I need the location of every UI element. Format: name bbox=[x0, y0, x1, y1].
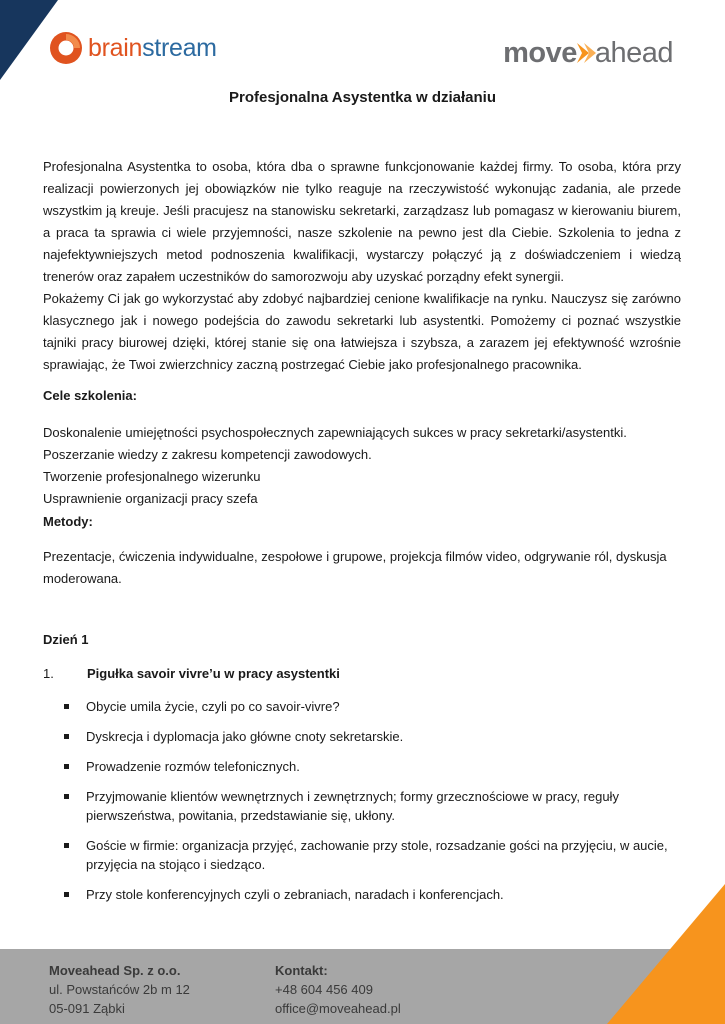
goal-item: Usprawnienie organizacji pracy szefa bbox=[43, 491, 258, 506]
list-item bbox=[64, 787, 684, 825]
footer-phone: +48 604 456 409 bbox=[275, 982, 373, 997]
list-item bbox=[64, 697, 684, 716]
intro-paragraph-2-block bbox=[43, 288, 681, 376]
list-item-text: Obycie umila życie, czyli po co savoir-vivre? bbox=[86, 699, 340, 714]
day-heading: Dzień 1 bbox=[43, 632, 89, 647]
list-item-text: Dyskrecja i dyplomacja jako główne cnoty sekretarskie. bbox=[86, 729, 404, 744]
footer-street: ul. Powstańców 2b m 12 bbox=[49, 982, 190, 997]
goals-heading: Cele szkolenia: bbox=[43, 388, 137, 403]
footer-email-link[interactable]: office@moveahead.pl bbox=[275, 1001, 401, 1016]
bullet-square-icon bbox=[64, 764, 69, 769]
footer-company-name: Moveahead Sp. z o.o. bbox=[49, 963, 181, 978]
footer-address bbox=[49, 961, 190, 1018]
list-item bbox=[64, 885, 684, 904]
methods-section bbox=[43, 511, 681, 590]
corner-decoration-bottom-right bbox=[607, 884, 725, 1024]
footer-contact bbox=[275, 961, 401, 1018]
list-item bbox=[64, 757, 684, 776]
numbered-section-title bbox=[43, 663, 683, 685]
list-item bbox=[64, 727, 684, 746]
list-item-text: Przyjmowanie klientów wewnętrznych i zewnętrznych; formy grzecznościowe w pracy, reguły pierwszeństwa, powitania, przedstawianie się, ukłony. bbox=[86, 789, 619, 823]
section-number: 1. bbox=[43, 666, 54, 681]
goal-item: Doskonalenie umiejętności psychospołecznych zapewniających sukces w pracy sekretarki/asystentki. bbox=[43, 425, 627, 440]
list-item-text: Goście w firmie: organizacja przyjęć, zachowanie przy stole, rozsadzanie gości na przyjęciu, w aucie, przyjęcia na stojąco i siedząco. bbox=[86, 838, 668, 872]
list-item-text: Przy stole konferencyjnych czyli o zebraniach, naradach i konferencjach. bbox=[86, 887, 504, 902]
bullet-square-icon bbox=[64, 704, 69, 709]
footer-contact-heading: Kontakt: bbox=[275, 963, 328, 978]
arrow-icon bbox=[575, 40, 597, 66]
day-section bbox=[43, 629, 681, 651]
brainstream-logo-text bbox=[88, 34, 217, 63]
bullet-square-icon bbox=[64, 892, 69, 897]
intro-paragraph: Pokażemy Ci jak go wykorzystać aby zdobyć najbardziej cenione kwalifikacje na rynku. Nauczysz się zarówno klasycznego jak i nowego podejścia do zawodu sekretarki lub asystentki. Pomożemy ci poznać wszystkie tajniki pracy biurowej dzięki, której stanie się ona łatwiejsza i szybsza, a zarazem jej efektywność wzrośnie sprawiając, że Twoi zwierzchnicy zaczną postrzegać Ciebie jako profesjonalnego pracownika. bbox=[43, 291, 681, 372]
goal-item: Poszerzanie wiedzy z zakresu kompetencji zawodowych. bbox=[43, 447, 372, 462]
bullet-square-icon bbox=[64, 734, 69, 739]
section-title: Pigułka savoir vivre’u w pracy asystentki bbox=[87, 666, 340, 681]
bullet-square-icon bbox=[64, 794, 69, 799]
bullet-square-icon bbox=[64, 843, 69, 848]
brainstream-logo-text-a: brain bbox=[88, 33, 143, 62]
list-item-text: Prowadzenie rozmów telefonicznych. bbox=[86, 759, 300, 774]
list-item bbox=[64, 836, 684, 874]
moveahead-logo-text-b: ahead bbox=[594, 36, 673, 69]
intro-paragraph-1-block bbox=[43, 156, 681, 288]
methods-heading: Metody: bbox=[43, 514, 93, 529]
brainstream-logo-text-b: stream bbox=[142, 33, 217, 62]
brainstream-logo bbox=[48, 28, 217, 68]
methods-text: Prezentacje, ćwiczenia indywidualne, zespołowe i grupowe, projekcja filmów video, odgrywanie ról, dyskusja moderowana. bbox=[43, 549, 667, 586]
document-title: Profesjonalna Asystentka w działaniu bbox=[228, 89, 497, 106]
footer-city: 05-091 Ząbki bbox=[49, 1001, 125, 1016]
bullet-list bbox=[64, 697, 684, 915]
brainstream-logo-icon bbox=[48, 30, 84, 66]
goal-item: Tworzenie profesjonalnego wizerunku bbox=[43, 469, 261, 484]
goals-section bbox=[43, 385, 681, 510]
intro-paragraph: Profesjonalna Asystentka to osoba, która dba o sprawne funkcjonowanie każdej firmy. To osoba, która przy realizacji powierzonych jej obowiązków nie tylko reaguje na rzeczywistość wykonując zadania, ale przede wszystkim ją kreuje. Jeśli pracujesz na stanowisku sekretarki, zarządzasz lub pomagasz w kierowaniu biurem, a praca ta sprawia ci wiele przyjemności, nasze szkolenie na pewno jest dla Ciebie. Szkolenia to jedna z najefektywniejszych metod podnoszenia kwalifikacji, wystarczy połączyć ją z doświadczeniem i wiedzą trenerów oraz zapałem uczestników do samorozwoju aby uzyskać porządny efekt synergii. bbox=[43, 159, 681, 284]
moveahead-logo-text-a: move bbox=[503, 36, 577, 69]
moveahead-logo bbox=[503, 36, 673, 70]
